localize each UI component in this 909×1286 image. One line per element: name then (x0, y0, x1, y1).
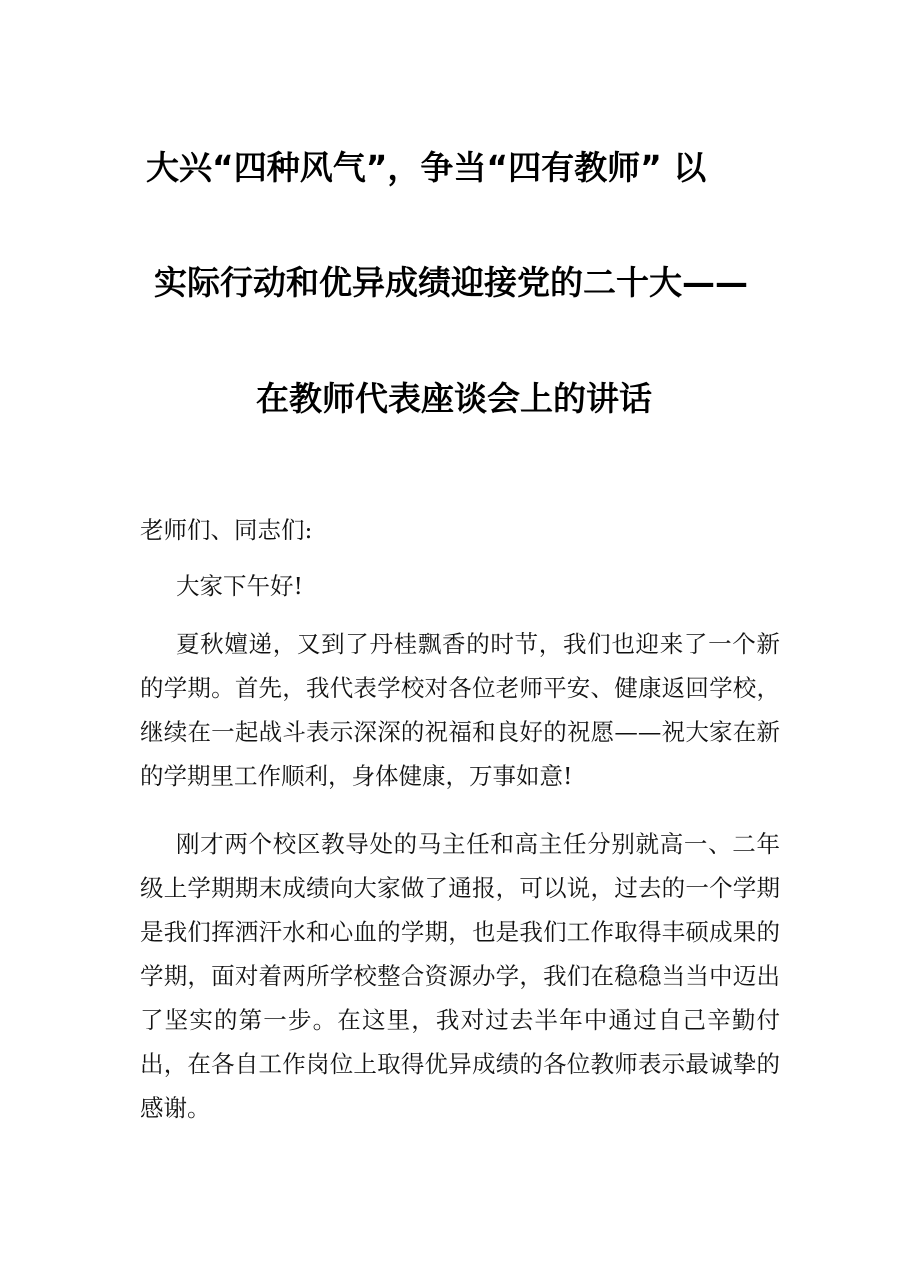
title-line-1: 大兴“四种风气”，争当“四有教师” 以 (146, 148, 707, 187)
title-line-2: 实际行动和优异成绩迎接党的二十大—— (154, 263, 748, 302)
salutation: 老师们、同志们: (140, 516, 313, 544)
title-line-3: 在教师代表座谈会上的讲话 (256, 379, 652, 418)
paragraph-2: 刚才两个校区教导处的马主任和高主任分别就高一、二年级上学期期末成绩向大家做了通报，可以说，过去的一个学期是我们挥洒汗水和心血的学期，也是我们工作取得丰硕成果的学期，面对着两所学校整合资源办学，我们在稳稳当当中迈出了坚实的第一步。在这里，我对过去半年中通过自己辛勤付出，在各自工作岗位上取得优异成绩的各位教师表示最诚挚的感谢。 (140, 830, 780, 1122)
greeting: 大家下午好! (176, 572, 303, 600)
paragraph-1: 夏秋嬗递，又到了丹桂飘香的时节，我们也迎来了一个新的学期。首先，我代表学校对各位老师平安、健康返回学校，继续在一起战斗表示深深的祝福和良好的祝愿——祝大家在新的学期里工作顺利，身体健康，万事如意! (140, 630, 780, 790)
